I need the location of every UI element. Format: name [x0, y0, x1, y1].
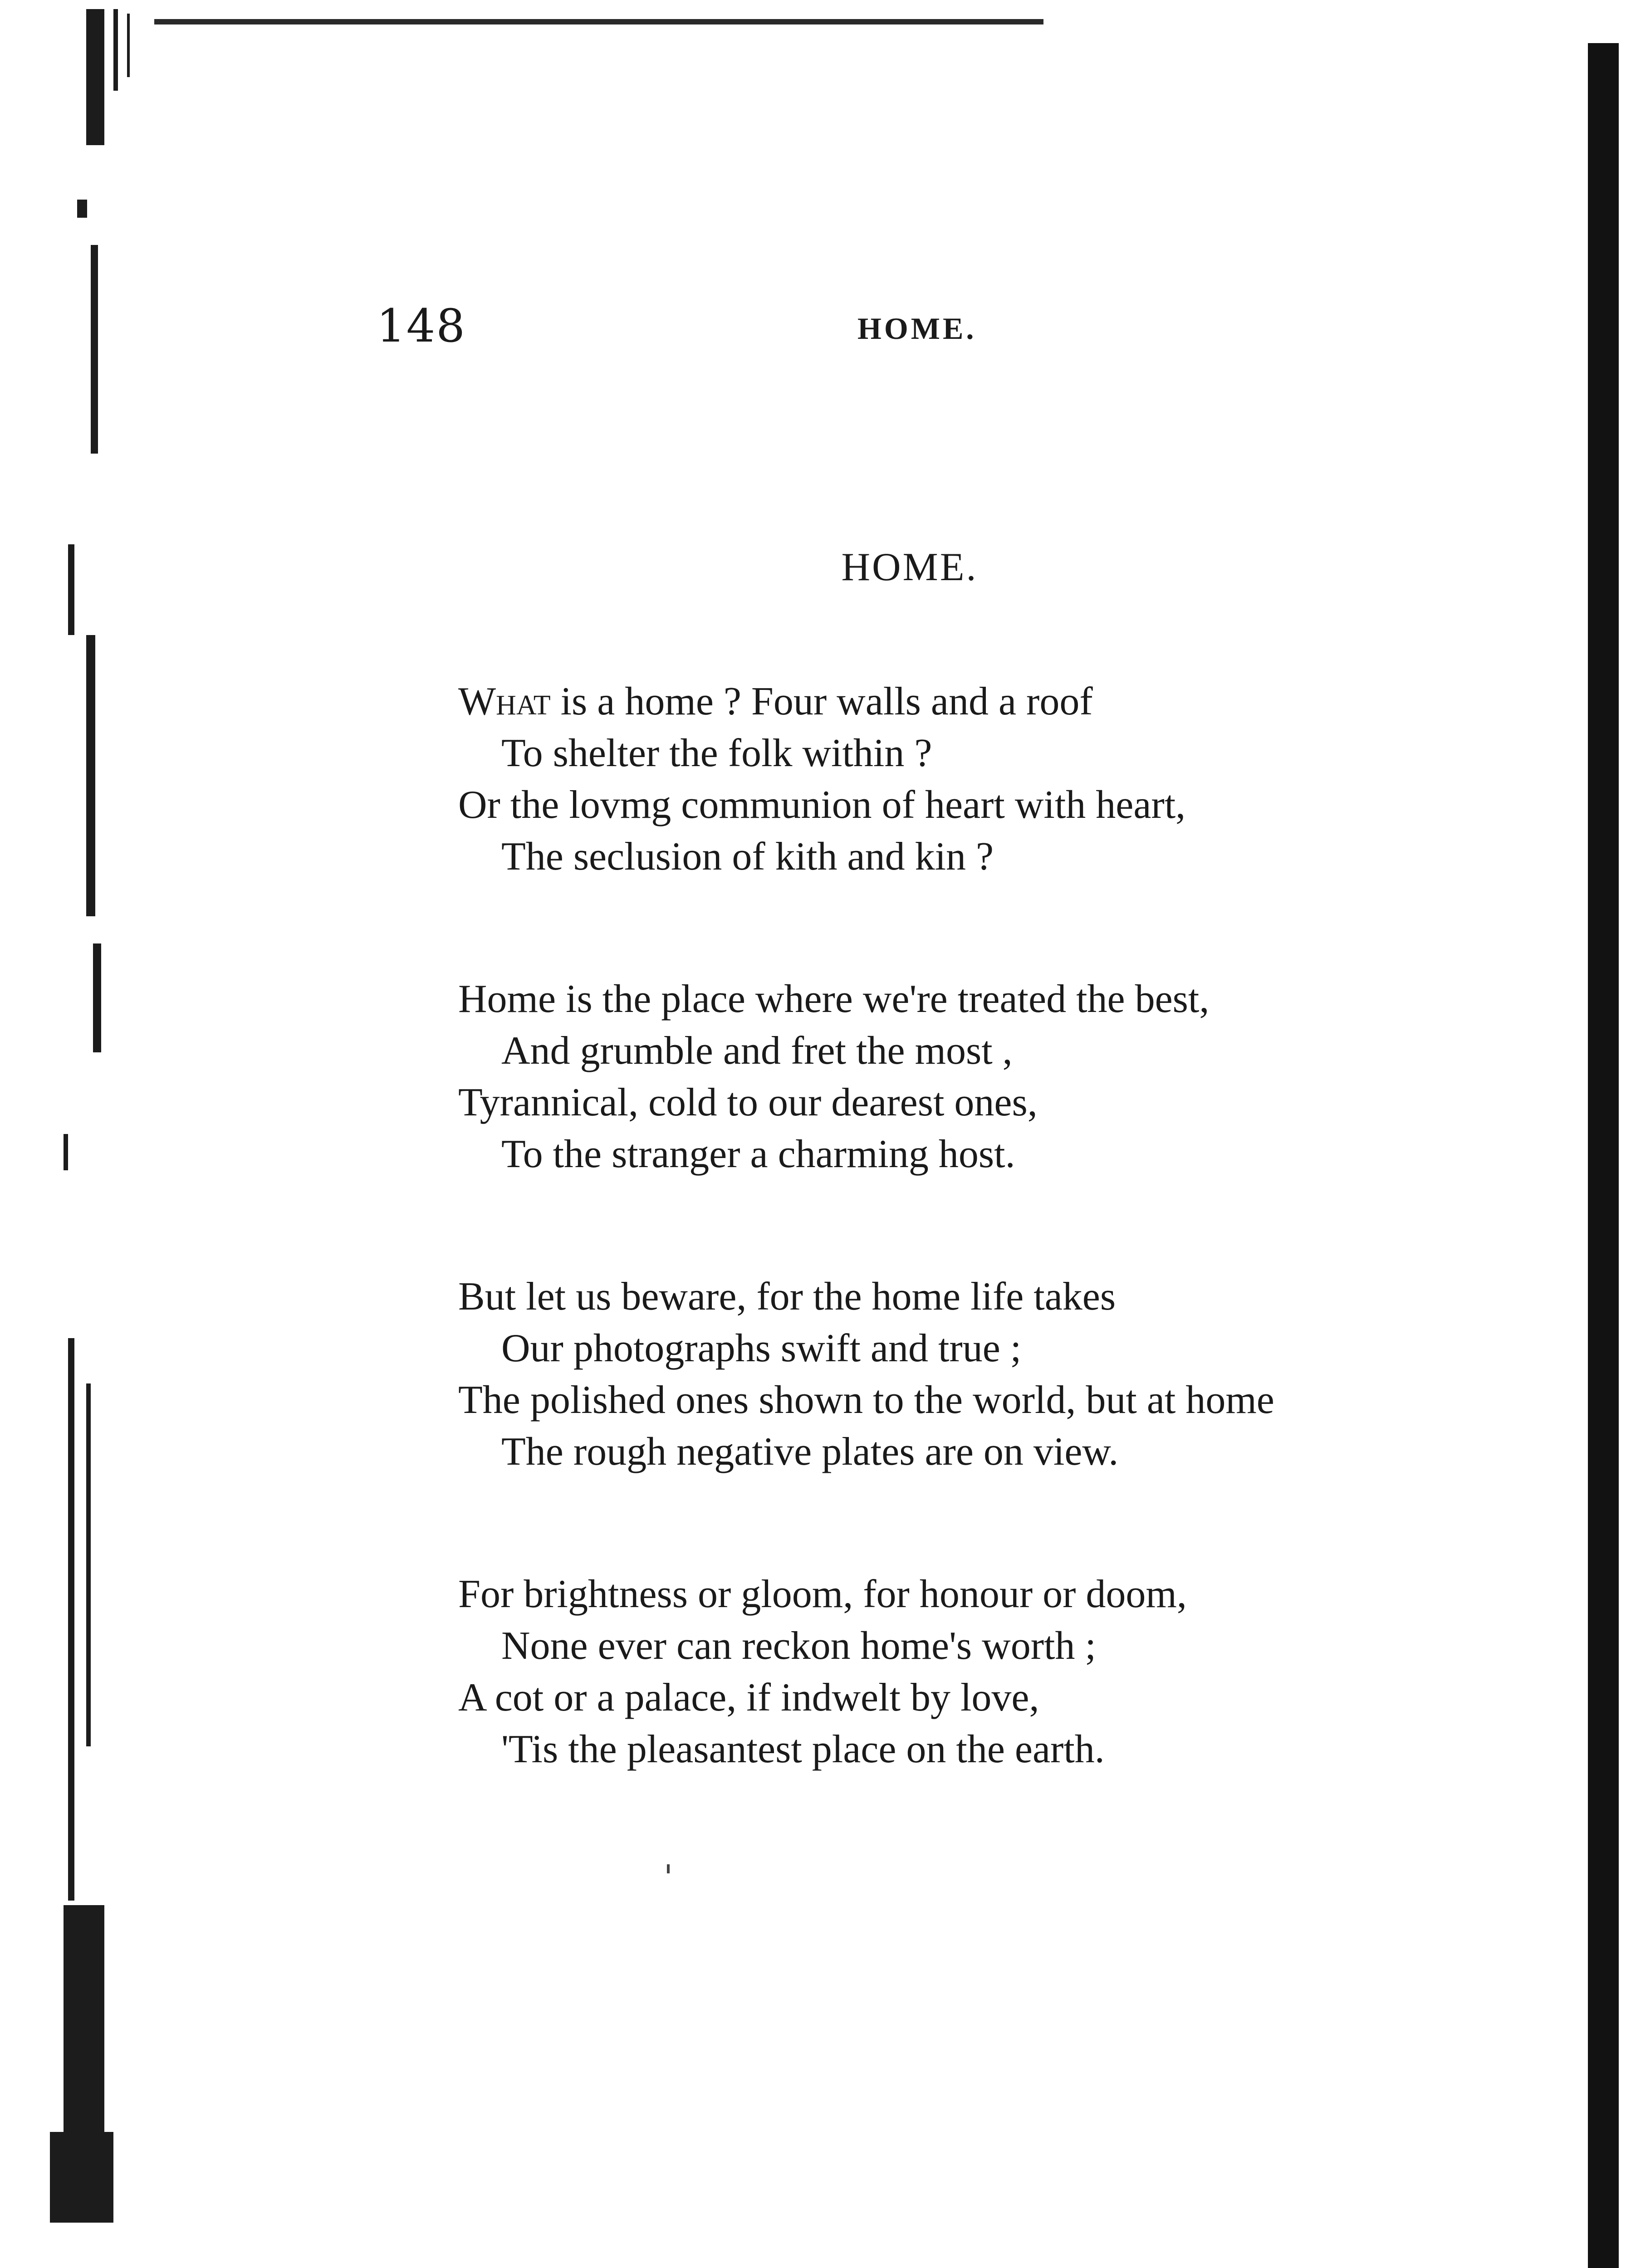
stanza-2	[458, 973, 1502, 1180]
running-title: HOME.	[857, 311, 977, 346]
stanza-4	[458, 1569, 1502, 1775]
scan-speck	[667, 1864, 670, 1873]
running-head	[0, 290, 1631, 358]
page-number: 148	[377, 299, 466, 352]
poem-line: None ever can reckon home's worth ;	[501, 1624, 1096, 1668]
poem-line: The polished ones shown to the world, but at home	[458, 1378, 1274, 1422]
poem-line: The seclusion of kith and kin ?	[501, 835, 994, 879]
stanza-1	[458, 676, 1502, 883]
poem-title: HOME.	[841, 545, 978, 589]
poem-line: For brightness or gloom, for honour or doom,	[458, 1572, 1187, 1616]
poem-line: But let us beware, for the home life takes	[458, 1275, 1116, 1319]
poem-line: And grumble and fret the most ,	[501, 1029, 1013, 1073]
poem-body	[458, 676, 1502, 1866]
poem-line: To the stranger a charming host.	[501, 1132, 1015, 1176]
poem-line: To shelter the folk within ?	[501, 731, 932, 775]
scan-top-edge	[154, 19, 1043, 24]
first-word: What	[458, 679, 551, 723]
stanza-3	[458, 1271, 1502, 1478]
poem-line: Or the lovmg communion of heart with heart,	[458, 783, 1186, 827]
poem-line: What is a home ? Four walls and a roof	[458, 679, 1093, 723]
poem-line: A cot or a palace, if indwelt by love,	[458, 1676, 1039, 1720]
poem-line: Home is the place where we're treated the best,	[458, 977, 1210, 1021]
poem-line: Tyrannical, cold to our dearest ones,	[458, 1080, 1038, 1124]
poem-line: Our photographs swift and true ;	[501, 1326, 1022, 1370]
poem-line: 'Tis the pleasantest place on the earth.	[501, 1727, 1105, 1771]
poem-line: The rough negative plates are on view.	[501, 1430, 1119, 1474]
scan-right-edge	[1588, 43, 1619, 2268]
